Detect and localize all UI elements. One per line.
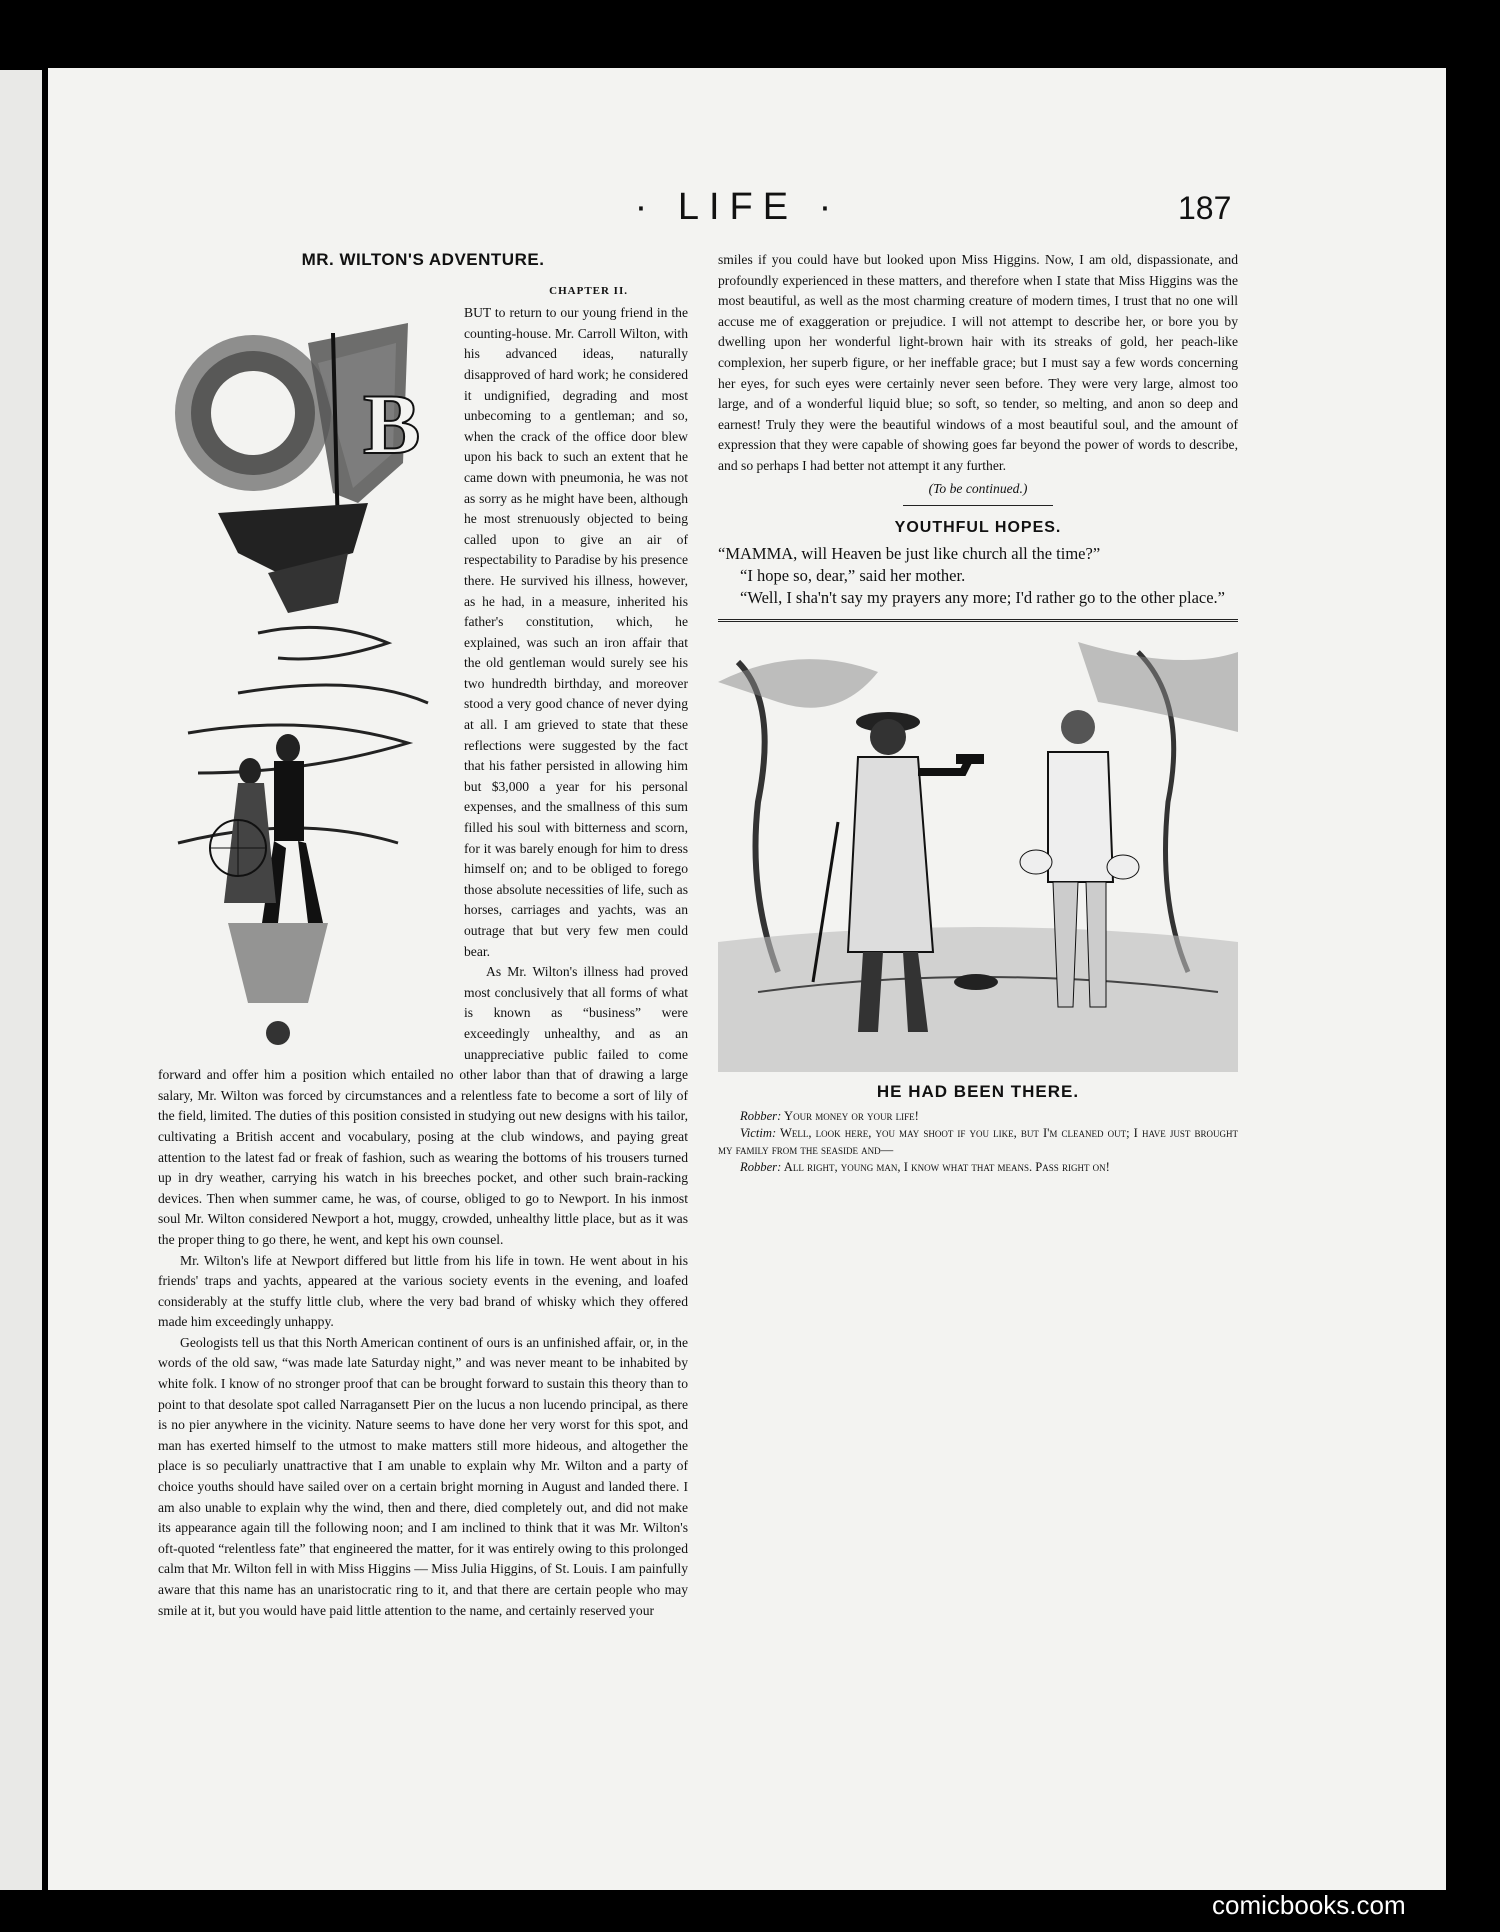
article-paragraph-4-continued: smiles if you could have but looked upon Miss Higgins. Now, I am old, dispassionate, and profoundly experienced in these matters, and therefore when I state that Miss Higgins was the most beautiful, as well as the most charming creature of modern times, I trust that no one will accuse me of exaggeration or prejudice. I will not attempt to describe her, or bore you by dwelling upon her wonderful light-brown hair with its streaks of gold, her peach-like complexion, her superb figure, or her ineffable grace; but I must say a few words concerning her eyes, for such eyes were certainly never seen before. They were very large, almost too large, and of a wonderful liquid blue; so soft, so tender, so melting, and anon so deep and earnest! Truly they were the beautiful windows of a most beautiful soul, and the amount of expression that they were capable of showing goes far beyond the power of words to describe, and so perhaps I had better not attempt it any further. — [718, 252, 1238, 473]
dialog-line — [718, 1159, 1238, 1176]
dialog-speaker: Victim: — [740, 1126, 777, 1141]
robber-cartoon — [718, 642, 1238, 1072]
dialog-speaker: Robber: — [740, 1109, 782, 1124]
article-paragraph-2: As Mr. Wilton's illness had proved most conclusively that all forms of what is known as “business” were exceedingly unhealthy, and as an unappreciative public failed to come forward and offer him a position which entailed no other labor than that of drawing a large salary, Mr. Wilton was forced by circumstances and a relentless fate to become a sort of lily of the field, limited. The duties of this position consisted in studying out new designs with his tailor, cultivating a British accent and vocabulary, posing at the club windows, and paying great attention to the latest fad or freak of fashion, such as wearing the bottoms of his trousers turned up in dry weather, carrying his watch in his breeches pocket, and other such brain-racking devices. Then when summer came, he was, of course, obliged to go to Newport. In his inmost soul Mr. Wilton considered Newport a hot, muggy, crowded, unhealthy little place, but as it was the proper thing to go there, he went, and kept his own counsel. — [158, 964, 688, 1247]
dialog-line — [718, 1108, 1238, 1125]
watermark-text: comicbooks.com — [1212, 1890, 1406, 1920]
dialog-text: Your money or your life! — [783, 1109, 919, 1124]
cartoon-dialog — [718, 1108, 1238, 1176]
article-paragraph-4: Geologists tell us that this North American continent of ours is an unfinished affair, or, in the words of the old saw, “was made late Saturday night,” and was never meant to be inhabited by white folk. I know of no stronger proof that can be brought forward to sustain this theory than to point to that desolate spot called Narragansett Pier on the lucus a non lucendo principal, as there is no pier anywhere in the vicinity. Nature seems to have done her very worst for this spot, and man has exerted himself to the utmost to make matters still more hideous, and altogether the place is so peculiarly unattractive that I am unable to explain why Mr. Wilton and a party of choice youths should have sailed over on a certain bright morning in August and landed there. I am also unable to explain why the wind, then and there, died completely out, and did not make its appearance again till the following noon; and I am inclined to think that it was Mr. Wilton's oft-quoted “relentless fate” that engineered the matter, for it was entirely owing to this prolonged calm that Mr. Wilton fell in with Miss Higgins — Miss Julia Higgins, of St. Louis. I am painfully aware that this name has an unaristocratic ring to it, and that there are certain people who may smile at it, but you would have paid little attention to the name, and certainly reserved your — [158, 1334, 688, 1618]
article-title: MR. WILTON'S ADVENTURE. — [301, 250, 545, 269]
youthful-hopes-body — [718, 543, 1238, 609]
to-be-continued: (To be continued.) — [928, 480, 1028, 496]
facing-page-edge — [0, 70, 42, 1890]
svg-text:B: B — [363, 376, 421, 473]
dialog-speaker: Robber: — [740, 1160, 782, 1175]
youthful-line-1: “MAMMA, will Heaven be just like church all the time?” — [718, 543, 1101, 563]
cartoon-title: HE HAD BEEN THERE. — [876, 1081, 1080, 1101]
dialog-text: All right, young man, I know what that means. Pass right on! — [783, 1160, 1110, 1175]
right-column — [718, 250, 1238, 1176]
article-paragraph-3: Mr. Wilton's life at Newport differed but little from his life in town. He went about in his friends' traps and yachts, appeared at the various society events in the evening, and loafed considerably at the stuffy little club, where the very bad brand of whisky which they offered made him exceedingly unhappy. — [158, 1252, 688, 1330]
sailboat-illustration — [158, 303, 456, 1051]
youthful-line-2: “I hope so, dear,” said her mother. — [740, 565, 966, 585]
double-divider — [718, 619, 1238, 624]
dialog-text: Well, look here, you may shoot if you like, but I'm cleaned out; I have just brought my family from the seaside and— — [718, 1126, 1239, 1158]
page-number: 187 — [1178, 190, 1232, 226]
magazine-page — [48, 68, 1446, 1890]
article-paragraph-1: BUT to return to our young friend in the counting-house. Mr. Carroll Wilton, with his advanced ideas, naturally disapproved of hard work; he considered it undignified, degrading and most unbecoming to a gentleman; and so, when the crack of the office door blew upon his back to such an extent that he came down with pneumonia, he was not as sorry as he might have been, although he most strenuously objected to being called upon to give an air of respectability to Paradise by his presence there. He survived his illness, however, as he had, in a measure, inherited his father's constitution, which, he explained, was such an iron affair that the old gentleman would surely see his two hundredth birthday, and moreover stood a very good chance of never dying at all. I am grieved to state that these reflections were suggested by the fact that his father persisted in allowing him but $3,000 a year for his personal expenses, and the smallness of this sum filled his soul with bitterness and scorn, for it was barely enough for him to dress himself on; and to be obliged to forego those absolute necessities of life, such as horses, carriages and yachts, was an outrage that but very few men could bear. — [464, 305, 688, 959]
youthful-hopes-title: YOUTHFUL HOPES. — [894, 519, 1062, 537]
left-column — [158, 250, 688, 1621]
dialog-line — [718, 1125, 1238, 1159]
chapter-heading: CHAPTER II. — [549, 284, 628, 297]
youthful-line-3: “Well, I sha'n't say my prayers any more; I'd rather go to the other place.” — [740, 587, 1225, 607]
masthead-title: · LIFE · — [634, 186, 842, 228]
short-divider — [903, 505, 1053, 506]
